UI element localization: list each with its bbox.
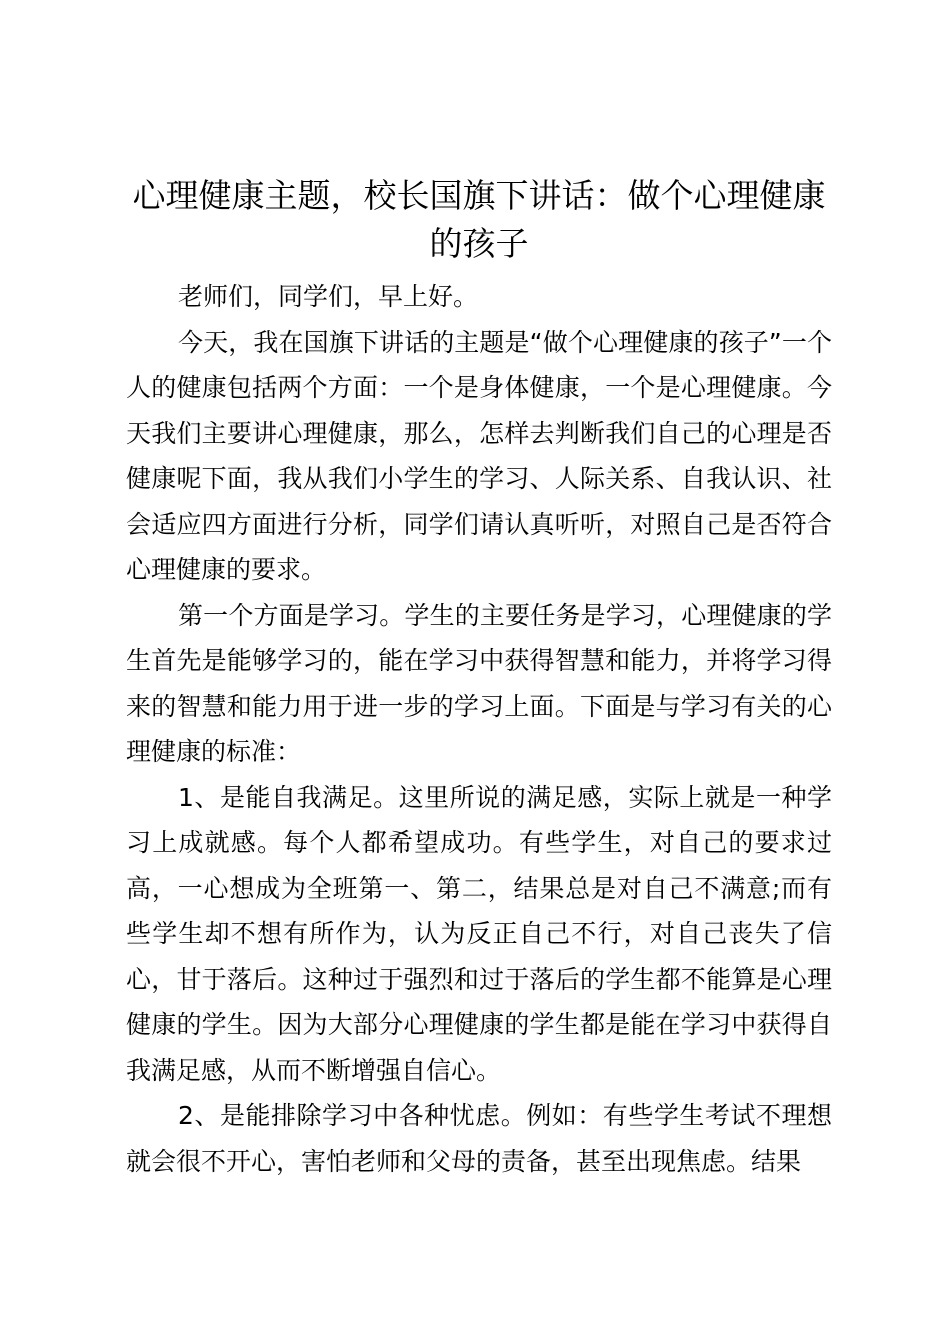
document-title: 心理健康主题，校长国旗下讲话：做个心理健康的孩子 — [132, 176, 826, 263]
paragraph-study: 第一个方面是学习。学生的主要任务是学习，心理健康的学生首先是能够学习的，能在学习中获得智慧和能力，并将学习得来的智慧和能力用于进一步的学习上面。下面是与学习有关的心理健康的标准： — [126, 600, 832, 766]
paragraph-intro: 今天，我在国旗下讲话的主题是“做个心理健康的孩子”一个人的健康包括两个方面：一个是身体健康，一个是心理健康。今天我们主要讲心理健康，那么，怎样去判断我们自己的心理是否健康呢下面，我从我们小学生的学习、人际关系、自我认识、社会适应四方面进行分析，同学们请认真听听，对照自己是否符合心理健康的要求。 — [126, 327, 832, 584]
paragraph-point-2: 2、是能排除学习中各种忧虑。例如：有些学生考试不理想就会很不开心，害怕老师和父母的责备，甚至出现焦虑。结果 — [126, 1101, 832, 1176]
document-page — [126, 172, 832, 1184]
paragraph-greeting: 老师们，同学们，早上好。 — [178, 282, 479, 311]
paragraph-point-1: 1、是能自我满足。这里所说的满足感，实际上就是一种学习上成就感。每个人都希望成功。有些学生，对自己的要求过高，一心想成为全班第一、第二，结果总是对自己不满意;而有些学生却不想有所作为，认为反正自己不行，对自己丧失了信心，甘于落后。这种过于强烈和过于落后的学生都不能算是心理健康的学生。因为大部分心理健康的学生都是能在学习中获得自我满足感，从而不断增强自信心。 — [126, 782, 832, 1085]
